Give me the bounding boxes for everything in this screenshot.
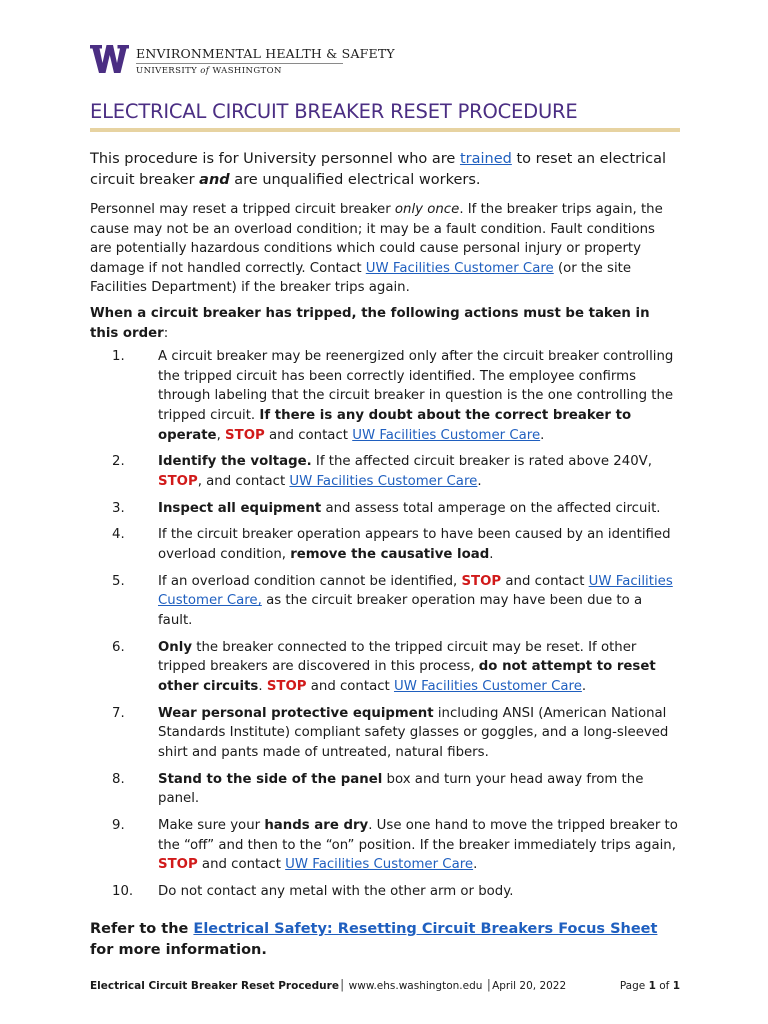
overview-paragraph: Personnel may reset a tripped circuit breaker only once. If the breaker trips again, the cause may not be an overload condition; it may be a fault condition. Fault conditions are potentially hazardous conditions which could cause personal injury or property damage if not handled correctly. Contact UW Facilities Customer Care (or the site Facilities Department) if the breaker trips again. [90, 202, 663, 296]
step-5: 5. If an overload condition cannot be identified, STOP and contact UW Facilities Customer Care, as the circuit breaker operation may have been due to a fault. [112, 573, 673, 629]
stop-label: STOP [158, 473, 198, 489]
step-9: 9. Make sure your hands are dry. Use one hand to move the tripped breaker to the “off” and then to the “on” position. If the breaker immediately trips again, STOP and contact UW Facilities Customer Care. [112, 818, 678, 873]
stop-label: STOP [158, 857, 198, 873]
page-title: ELECTRICAL CIRCUIT BREAKER RESET PROCEDURE [90, 100, 578, 123]
footer-website: www.ehs.washington.edu [348, 980, 483, 992]
facilities-customer-care-link[interactable]: UW Facilities Customer Care, [158, 573, 673, 609]
trained-link[interactable]: trained [459, 151, 512, 167]
lead-paragraph: This procedure is for University personnel who are trained to reset an electrical circuit breaker and are unqualified electrical workers. [90, 151, 667, 188]
step-4: 4. If the circuit breaker operation appears to have been caused by an identified overload condition, remove the causative load. [112, 527, 671, 563]
footer-doc-name: Electrical Circuit Breaker Reset Procedure [90, 980, 339, 992]
stop-label: STOP [461, 573, 502, 589]
org-divider [136, 63, 343, 64]
org-name: ENVIRONMENTAL HEALTH & SAFETY [136, 46, 395, 61]
org-header [90, 44, 395, 78]
facilities-customer-care-link[interactable]: UW Facilities Customer Care [393, 679, 582, 694]
document-body [90, 149, 680, 976]
step-3: 3. Inspect all equipment and assess total amperage on the affected circuit. [112, 500, 661, 516]
facilities-customer-care-link[interactable]: UW Facilities Customer Care [365, 260, 554, 276]
step-2: 2. Identify the voltage. If the affected circuit breaker is rated above 240V, STOP, and contact UW Facilities Customer Care. [112, 454, 652, 489]
stop-label: STOP [266, 679, 307, 694]
order-heading: When a circuit breaker has tripped, the following actions must be taken in this order: [90, 305, 650, 341]
page-footer: Electrical Circuit Breaker Reset Procedure│ www.ehs.washington.edu │April 20, 2022 Page 1 of 1 [90, 980, 680, 992]
focus-sheet-link[interactable]: Electrical Safety: Resetting Circuit Breakers Focus Sheet [193, 920, 658, 937]
footer-date: April 20, 2022 [492, 980, 567, 992]
facilities-customer-care-link[interactable]: UW Facilities Customer Care [352, 427, 541, 443]
step-6: 6. Only the breaker connected to the tripped circuit may be reset. If other tripped breakers are discovered in this process, do not attempt to reset other circuits. STOP and contact UW Facilities Customer Care. [112, 639, 656, 694]
step-8: 8. Stand to the side of the panel box and turn your head away from the panel. [112, 771, 644, 807]
step-1: 1. A circuit breaker may be reenergized only after the circuit breaker controlling the tripped circuit has been correctly identified. The employee confirms through labeling that the circuit breaker in question is the one controlling the tripped circuit. If there is any doubt about the correct breaker to operate, STOP and contact UW Facilities Customer Care. [112, 349, 674, 443]
page-number: Page 1 of 1 [619, 980, 680, 992]
refer-paragraph: Refer to the Electrical Safety: Resetting Circuit Breakers Focus Sheet for more information. [90, 920, 658, 959]
facilities-customer-care-link[interactable]: UW Facilities Customer Care [289, 473, 478, 489]
procedure-steps [90, 347, 680, 902]
stop-label: STOP [225, 427, 265, 443]
step-7: 7. Wear personal protective equipment including ANSI (American National Standards Institute) compliant safety glasses or goggles, and a long-sleeved shirt and pants made of untreated, natural fibers. [112, 705, 669, 760]
facilities-customer-care-link[interactable]: UW Facilities Customer Care [285, 857, 474, 873]
title-divider [90, 128, 680, 132]
uw-w-logo [90, 44, 129, 74]
university-name: UNIVERSITY of WASHINGTON [136, 66, 282, 76]
step-10: 10. Do not contact any metal with the other arm or body. [112, 884, 514, 900]
